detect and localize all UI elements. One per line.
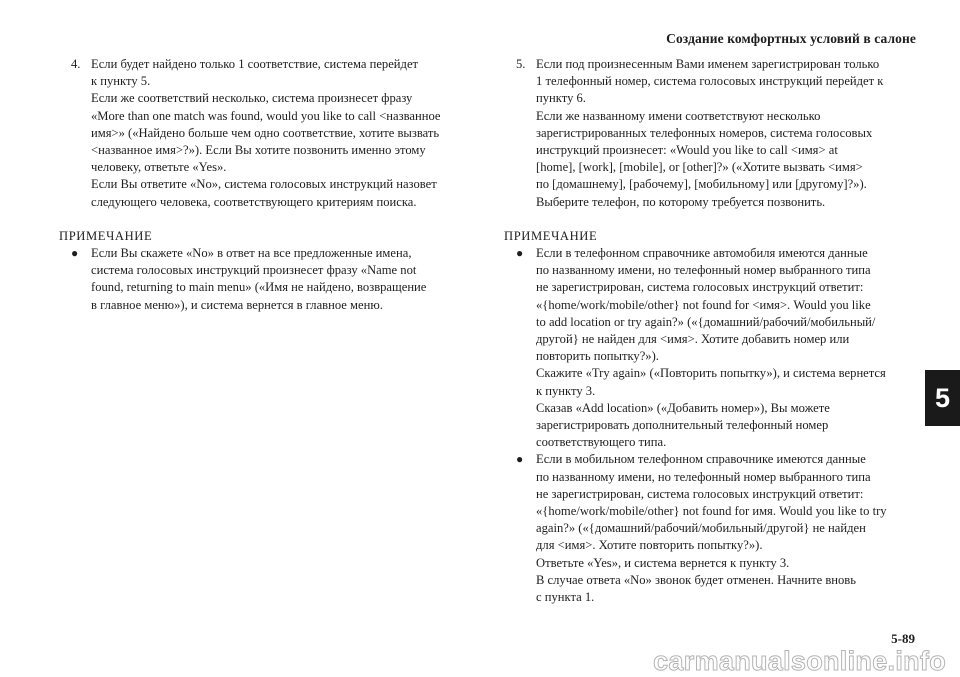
- text-line: по названному имени, но телефонный номер выбранного типа: [536, 263, 871, 278]
- text-line: «{home/work/mobile/other} not found for имя. Would you like to try: [536, 504, 887, 519]
- text-line: Сказав «Add location» («Добавить номер»), Вы можете: [536, 400, 830, 415]
- text-line: to add location or try again?» («{домашний/рабочий/мобильный/: [536, 314, 876, 329]
- text-line: человеку, ответьте «Yes».: [91, 160, 227, 175]
- text-line: с пункта 1.: [536, 590, 595, 605]
- text-line: «More than one match was found, would you like to call <названное: [91, 108, 441, 123]
- step-5: [516, 56, 918, 211]
- text-line: «{home/work/mobile/other} not found for <имя>. Would you like: [536, 297, 871, 312]
- text-line: следующего человека, соответствующего критериям поиска.: [91, 194, 417, 209]
- bullet-icon: ●: [516, 246, 524, 261]
- text-line: соответствующего типа.: [536, 435, 667, 450]
- text-line: не зарегистрирован, система голосовых инструкций ответит:: [536, 486, 864, 501]
- bullet-icon: ●: [516, 452, 524, 467]
- chapter-tab: [925, 370, 960, 426]
- note-bullet-item: [516, 451, 918, 606]
- text-line: инструкций произнесет: «Would you like to call <имя> at: [536, 143, 838, 158]
- text-line: по [домашнему], [рабочему], [мобильному] или [другому]?»).: [536, 177, 867, 192]
- bullet-icon: ●: [71, 246, 79, 261]
- text-line: в главное меню»), и система вернется в главное меню.: [91, 297, 383, 312]
- step-4-text: [91, 56, 471, 211]
- text-line: к пункту 3.: [536, 383, 596, 398]
- text-line: Если в мобильном телефонном справочнике имеются данные: [536, 452, 866, 467]
- text-line: found, returning to main menu» («Имя не найдено, возвращение: [91, 280, 427, 295]
- text-line: система голосовых инструкций произнесет фразу «Name not: [91, 263, 417, 278]
- text-line: Ответьте «Yes», и система вернется к пункту 3.: [536, 555, 790, 570]
- note-bullet-text: [91, 245, 471, 314]
- text-line: Если Вы ответите «No», система голосовых инструкций назовет: [91, 177, 437, 192]
- text-line: again?» («{домашний/рабочий/мобильный/другой} не найден: [536, 521, 866, 536]
- note-bullet-item: [71, 245, 471, 314]
- text-line: [home], [work], [mobile], or [other]?» («Хотите вызвать <имя>: [536, 160, 863, 175]
- watermark: carmanualsonline.info: [653, 646, 946, 676]
- right-column: [504, 56, 918, 606]
- step-5-text: [536, 56, 918, 211]
- text-line: зарегистрировать дополнительный телефонный номер: [536, 418, 829, 433]
- text-line: по названному имени, но телефонный номер выбранного типа: [536, 469, 871, 484]
- note-bullet-text: [536, 451, 918, 606]
- text-line: для <имя>. Хотите повторить попытку?»).: [536, 538, 763, 553]
- text-line: Если же соответствий несколько, система произнесет фразу: [91, 91, 413, 106]
- step-4-number: 4.: [71, 57, 81, 71]
- text-line: повторить попытку?»).: [536, 349, 659, 364]
- text-line: Если же названному имени соответствуют несколько: [536, 108, 821, 123]
- text-line: <названное имя>?»). Если Вы хотите позвонить именно этому: [91, 143, 426, 158]
- note-heading: ПРИМЕЧАНИЕ: [504, 228, 598, 243]
- text-line: Если будет найдено только 1 соответствие, система перейдет: [91, 57, 419, 71]
- text-line: к пункту 5.: [91, 74, 151, 89]
- left-column: [59, 56, 471, 314]
- text-line: пункту 6.: [536, 91, 586, 106]
- text-line: Если в телефонном справочнике автомобиля имеются данные: [536, 246, 868, 261]
- page-header-title: Создание комфортных условий в салоне: [666, 31, 916, 46]
- text-line: Если под произнесенным Вами именем зарегистрирован только: [536, 57, 880, 71]
- text-line: 1 телефонный номер, система голосовых инструкций перейдет к: [536, 74, 884, 89]
- page-number: 5-89: [891, 631, 915, 646]
- text-line: Если Вы скажете «No» в ответ на все предложенные имена,: [91, 246, 412, 261]
- text-line: не зарегистрирован, система голосовых инструкций ответит:: [536, 280, 864, 295]
- chapter-number: 5: [934, 382, 951, 413]
- note-bullet-text: [536, 245, 918, 451]
- text-line: Скажите «Try again» («Повторить попытку»), и система вернется: [536, 366, 886, 381]
- step-4: [71, 56, 471, 211]
- step-5-number: 5.: [516, 57, 526, 71]
- text-line: В случае ответа «No» звонок будет отменен. Начните вновь: [536, 572, 856, 587]
- text-line: зарегистрированных телефонных номеров, система голосовых: [536, 125, 873, 140]
- text-line: имя>» («Найдено больше чем одно соответствие, хотите вызвать: [91, 125, 440, 140]
- note-heading: ПРИМЕЧАНИЕ: [59, 228, 153, 243]
- note-bullet-item: [516, 245, 918, 451]
- text-line: Выберите телефон, по которому требуется позвонить.: [536, 194, 826, 209]
- text-line: другой} не найден для <имя>. Хотите добавить номер или: [536, 332, 850, 347]
